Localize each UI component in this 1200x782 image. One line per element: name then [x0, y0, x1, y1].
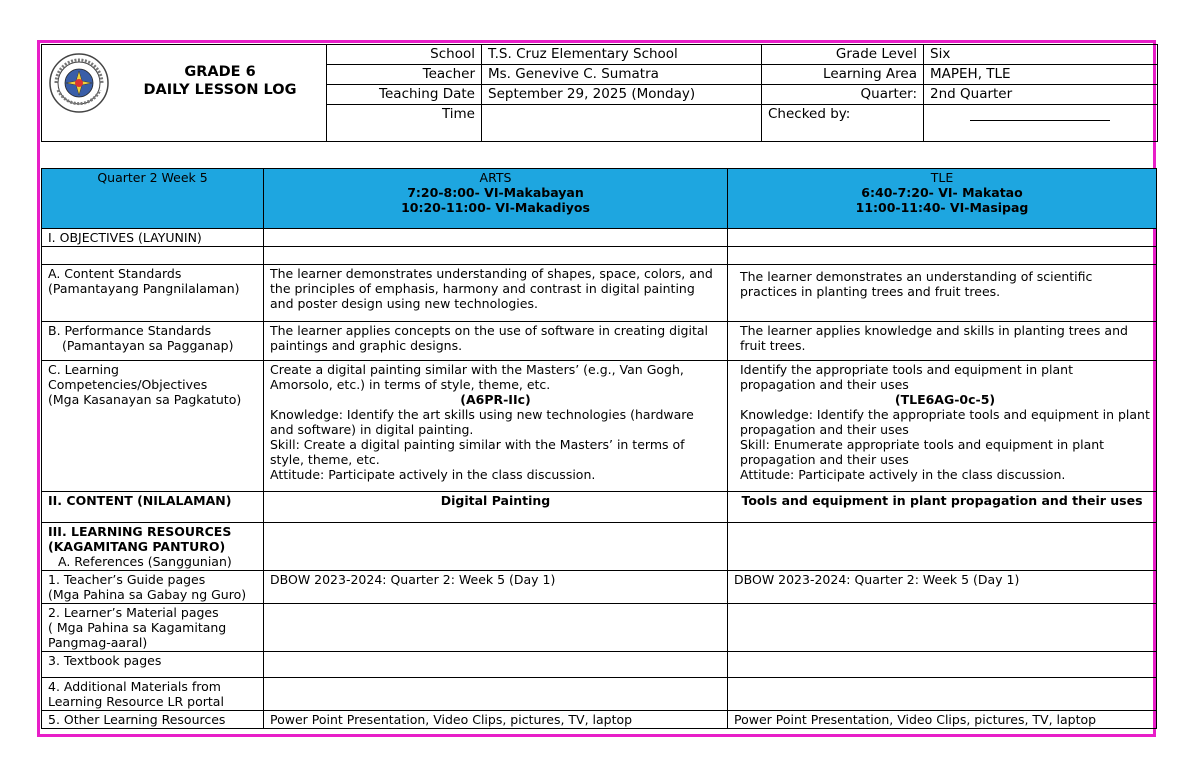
content-standards-tle: The learner demonstrates an understanding of scientific practices in planting trees and fruit trees. [728, 265, 1157, 322]
other-resources-arts: Power Point Presentation, Video Clips, pictures, TV, laptop [264, 711, 728, 729]
teacher-value: Ms. Genevive C. Sumatra [482, 65, 762, 85]
school-value: T.S. Cruz Elementary School [482, 45, 762, 65]
table-row [42, 322, 1157, 361]
time-value [482, 105, 762, 142]
teachers-guide-label: 1. Teacher’s Guide pages (Mga Pahina sa Gabay ng Guro) [42, 571, 264, 604]
textbook-label: 3. Textbook pages [42, 652, 264, 678]
objectives-label: I. OBJECTIVES (LAYUNIN) [42, 229, 264, 247]
teachers-guide-arts: DBOW 2023-2024: Quarter 2: Week 5 (Day 1) [264, 571, 728, 604]
arts-title: ARTS [479, 170, 512, 185]
school-label: School [327, 45, 482, 65]
learners-material-label: 2. Learner’s Material pages ( Mga Pahina sa Kagamitang Pangmag-aaral) [42, 604, 264, 652]
date-value: September 29, 2025 (Monday) [482, 85, 762, 105]
table-header-row [42, 169, 1157, 229]
title-log: DAILY LESSON LOG [143, 82, 297, 98]
table-row [42, 247, 1157, 265]
resources-label: III. LEARNING RESOURCES (KAGAMITANG PANTURO) A. References (Sanggunian) [42, 523, 264, 571]
time-label: Time [327, 105, 482, 142]
additional-materials-label: 4. Additional Materials from Learning Resource LR portal [42, 678, 264, 711]
signature-cell [924, 105, 1158, 142]
date-label: Teaching Date [327, 85, 482, 105]
area-value: MAPEH, TLE [924, 65, 1158, 85]
tle-competency-code: (TLE6AG-0c-5) [894, 392, 996, 407]
tle-title: TLE [930, 170, 954, 185]
competencies-label: C. Learning Competencies/Objectives (Mga Kasanayan sa Pagkatuto) [42, 361, 264, 492]
competencies-arts: Create a digital painting similar with the Masters’ (e.g., Van Gogh, Amorsolo, etc.) in terms of style, theme, etc. (A6PR-IIc) Knowledge: Identify the art skills using new technologies (hardware and software) in digital painting. Skill: Create a digital painting similar with the Masters’ in terms of style, theme, etc. Attitude: Participate actively in the class discussion. [264, 361, 728, 492]
performance-standards-tle: The learner applies knowledge and skills in planting trees and fruit trees. [728, 322, 1157, 361]
tle-time-2: 11:00-11:40- VI-Masipag [855, 200, 1029, 215]
arts-time-1: 7:20-8:00- VI-Makabayan [407, 185, 584, 200]
lesson-table [41, 168, 1157, 729]
quarter-value: 2nd Quarter [924, 85, 1158, 105]
table-row [42, 523, 1157, 571]
competencies-tle: Identify the appropriate tools and equipment in plant propagation and their uses (TLE6AG-0c-5) Knowledge: Identify the appropriate tools and equipment in plant propagation and their uses Skill: Enumerate appropriate tools and equipment in plant propagation and their uses Attitude: Participate actively in the class discussion. [728, 361, 1157, 492]
tle-header [728, 169, 1157, 229]
logo-cell [42, 45, 327, 142]
content-tle: Tools and equipment in plant propagation and their uses [728, 492, 1157, 523]
content-label: II. CONTENT (NILALAMAN) [42, 492, 264, 523]
signature-line [970, 108, 1110, 121]
content-standards-label: A. Content Standards (Pamantayang Pangnilalaman) [42, 265, 264, 322]
content-arts: Digital Painting [264, 492, 728, 523]
other-resources-label: 5. Other Learning Resources [42, 711, 264, 729]
table-row [42, 604, 1157, 652]
grade-value: Six [924, 45, 1158, 65]
other-resources-tle: Power Point Presentation, Video Clips, pictures, TV, laptop [728, 711, 1157, 729]
performance-standards-label: B. Performance Standards (Pamantayan sa Pagganap) [42, 322, 264, 361]
teachers-guide-tle: DBOW 2023-2024: Quarter 2: Week 5 (Day 1) [728, 571, 1157, 604]
table-row [42, 361, 1157, 492]
arts-time-2: 10:20-11:00- VI-Makadiyos [401, 200, 590, 215]
arts-competency-code: (A6PR-IIc) [460, 392, 531, 407]
header-table [41, 44, 1158, 142]
table-row [42, 571, 1157, 604]
quarter-label: Quarter: [762, 85, 924, 105]
table-row [42, 678, 1157, 711]
area-label: Learning Area [762, 65, 924, 85]
checked-label: Checked by: [762, 105, 924, 142]
arts-header [264, 169, 728, 229]
title-grade: GRADE 6 [184, 64, 256, 80]
content-standards-arts: The learner demonstrates understanding of shapes, space, colors, and the principles of emphasis, harmony and contrast in digital painting and poster design using new technologies. [264, 265, 728, 322]
performance-standards-arts: The learner applies concepts on the use of software in creating digital paintings and graphic designs. [264, 322, 728, 361]
tle-time-1: 6:40-7:20- VI- Makatao [861, 185, 1023, 200]
table-row [42, 652, 1157, 678]
grade-label: Grade Level [762, 45, 924, 65]
week-label: Quarter 2 Week 5 [42, 169, 264, 229]
table-row [42, 229, 1157, 247]
table-row [42, 711, 1157, 729]
teacher-label: Teacher [327, 65, 482, 85]
table-row [42, 492, 1157, 523]
table-row [42, 265, 1157, 322]
